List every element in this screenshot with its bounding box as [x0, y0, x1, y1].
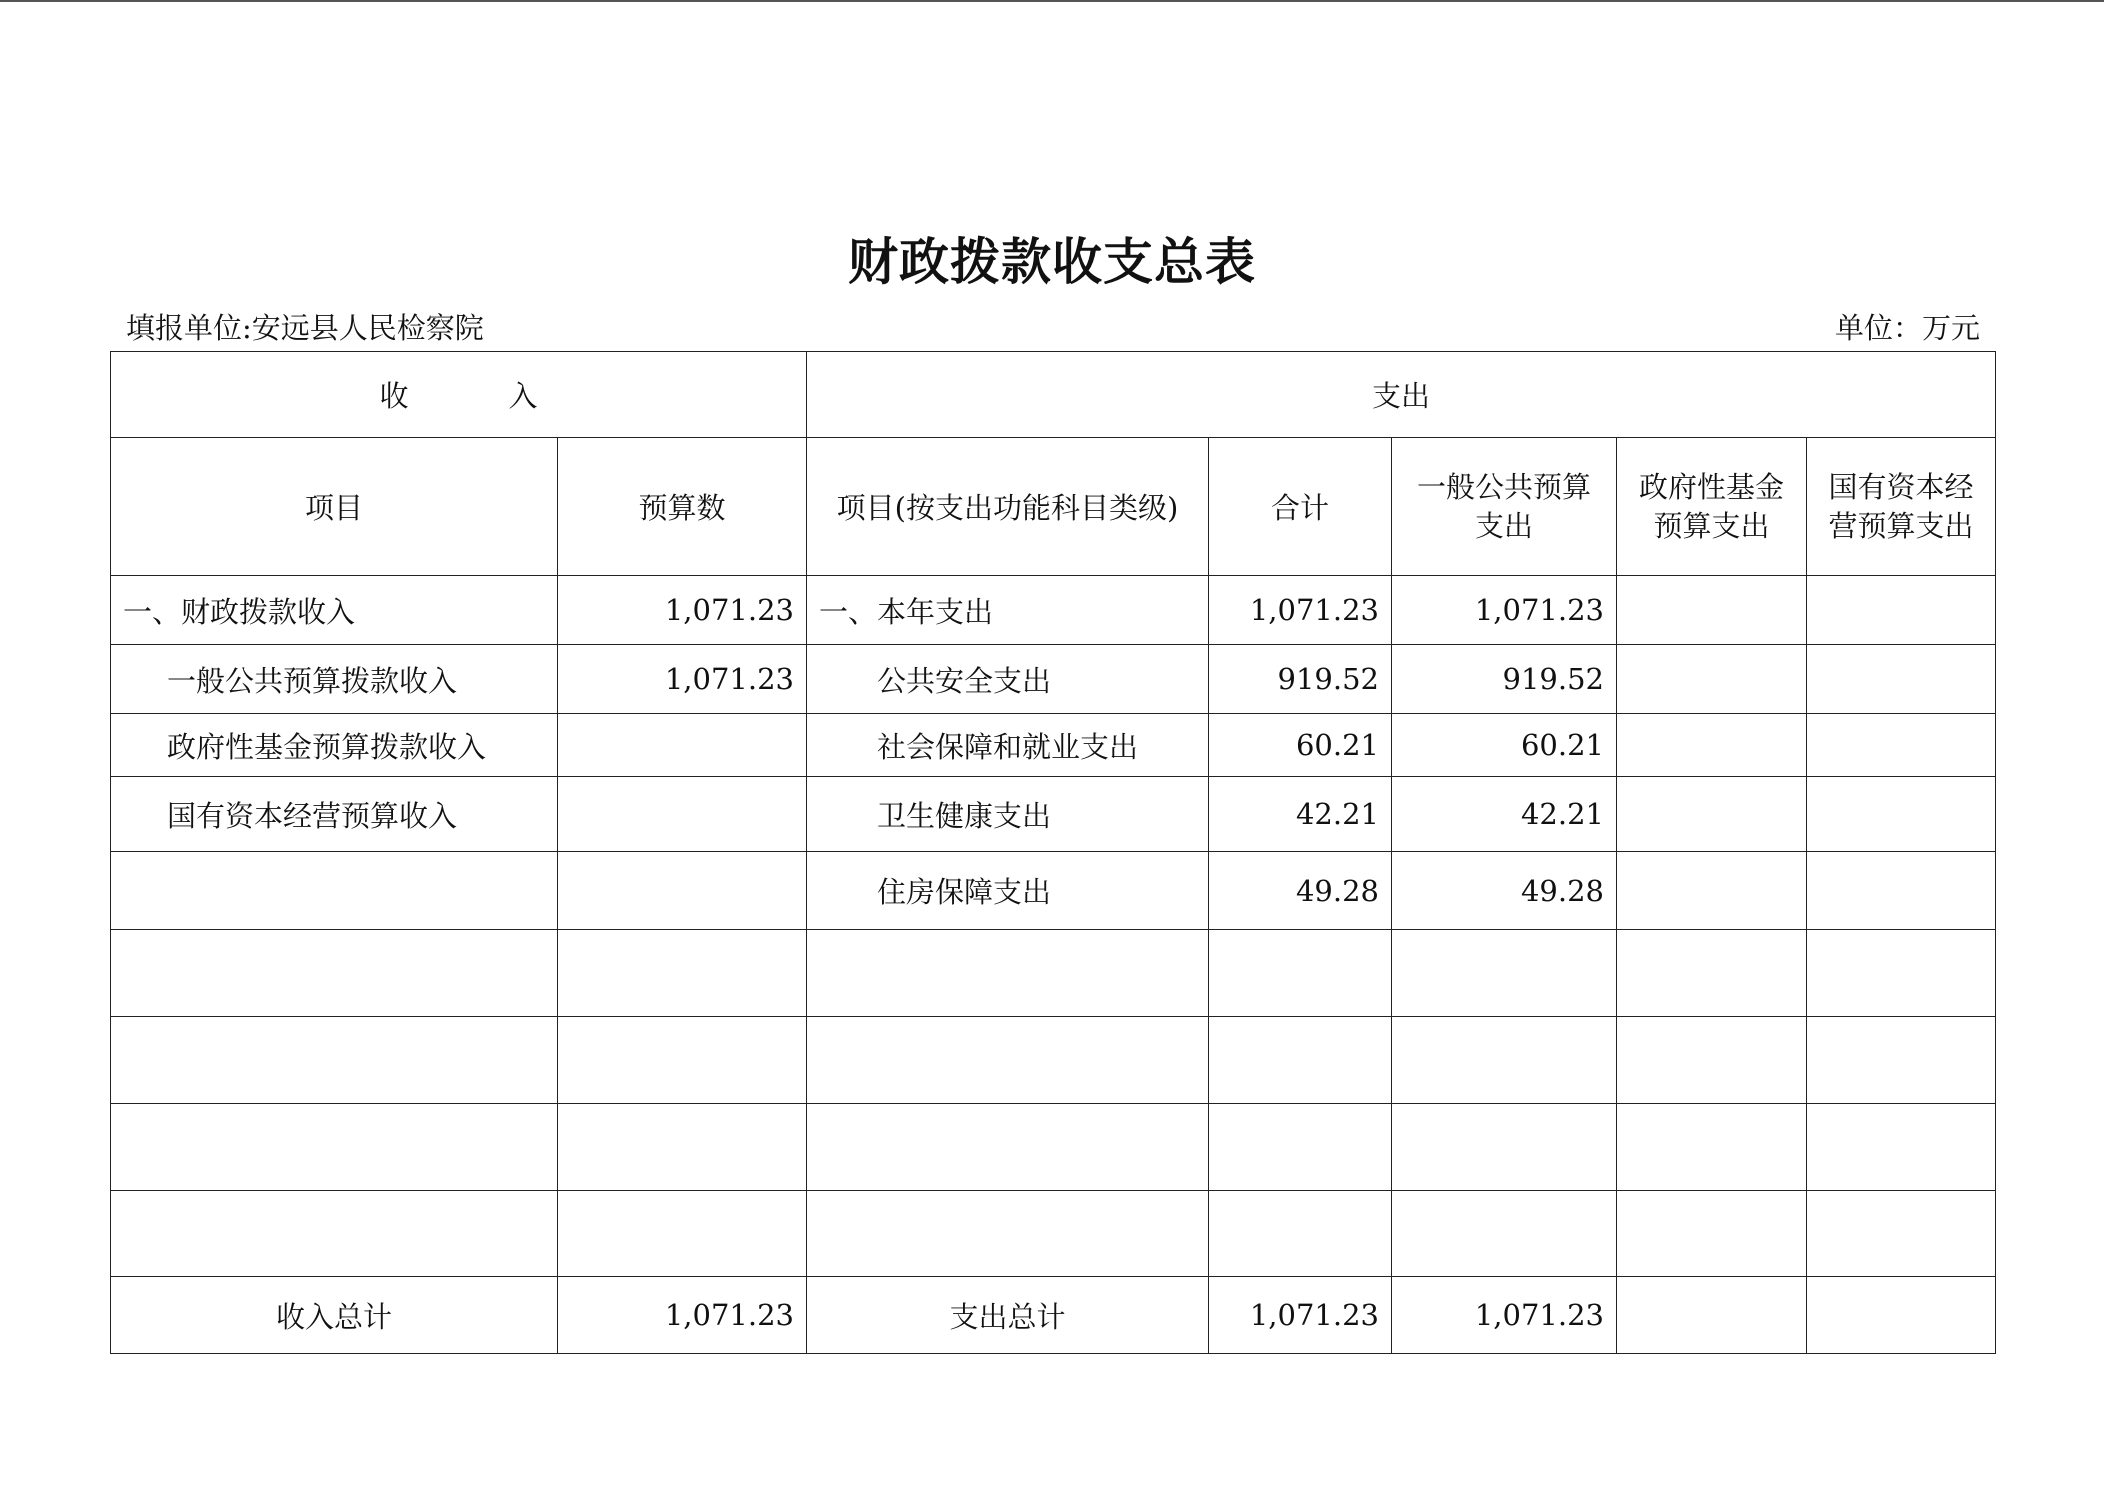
- expense-state-capital: [1807, 714, 1996, 777]
- column-header-row: [111, 438, 1996, 576]
- income-group-label-b: 入: [508, 379, 538, 413]
- currency-unit: 单位：万元: [1834, 311, 1980, 345]
- expense-item: 住房保障支出: [807, 852, 1209, 930]
- expense-item: 社会保障和就业支出: [807, 714, 1209, 777]
- expense-fund: [1617, 714, 1807, 777]
- budget-summary-table: [110, 351, 1996, 1354]
- expense-total-fund: [1617, 1277, 1807, 1354]
- income-value: [558, 777, 807, 852]
- income-item: 一、财政拨款收入: [111, 576, 558, 645]
- expense-total: 49.28: [1209, 852, 1392, 930]
- header-general-budget: 一般公共预算支出: [1392, 438, 1617, 576]
- income-value: [558, 714, 807, 777]
- header-income-budget: 预算数: [558, 438, 807, 576]
- expense-total-sum: 1,071.23: [1209, 1277, 1392, 1354]
- header-state-capital-budget: 国有资本经营预算支出: [1807, 438, 1996, 576]
- income-item: 政府性基金预算拨款收入: [111, 714, 558, 777]
- expense-fund: [1617, 852, 1807, 930]
- group-header-row: [111, 352, 1996, 438]
- income-total-value: 1,071.23: [558, 1277, 807, 1354]
- expense-general: 49.28: [1392, 852, 1617, 930]
- income-value: 1,071.23: [558, 576, 807, 645]
- table-row: [111, 645, 1996, 714]
- table-row: [111, 852, 1996, 930]
- header-income-item: 项目: [111, 438, 558, 576]
- expense-state-capital: [1807, 852, 1996, 930]
- table-row: [111, 576, 1996, 645]
- expense-fund: [1617, 645, 1807, 714]
- expense-item: 一、本年支出: [807, 576, 1209, 645]
- expense-total: 60.21: [1209, 714, 1392, 777]
- income-item: 一般公共预算拨款收入: [111, 645, 558, 714]
- expense-total: 1,071.23: [1209, 576, 1392, 645]
- income-item: [111, 852, 558, 930]
- empty-row: [111, 1104, 1996, 1191]
- expense-item: 卫生健康支出: [807, 777, 1209, 852]
- expense-general: 42.21: [1392, 777, 1617, 852]
- expense-fund: [1617, 576, 1807, 645]
- expense-general: 60.21: [1392, 714, 1617, 777]
- empty-row: [111, 930, 1996, 1017]
- reporting-unit: 填报单位:安远县人民检察院: [126, 311, 484, 345]
- income-group-header: [111, 352, 807, 438]
- expense-general: 919.52: [1392, 645, 1617, 714]
- header-expense-item: 项目(按支出功能科目类级): [807, 438, 1209, 576]
- income-value: 1,071.23: [558, 645, 807, 714]
- expense-state-capital: [1807, 645, 1996, 714]
- expense-total-label: 支出总计: [807, 1277, 1209, 1354]
- income-item: 国有资本经营预算收入: [111, 777, 558, 852]
- expense-total: 919.52: [1209, 645, 1392, 714]
- header-fund-budget: 政府性基金预算支出: [1617, 438, 1807, 576]
- top-border-line: [0, 0, 2104, 2]
- table-row: [111, 714, 1996, 777]
- expense-group-header: 支出: [807, 352, 1996, 438]
- table-row: [111, 777, 1996, 852]
- empty-row: [111, 1191, 1996, 1277]
- expense-general: 1,071.23: [1392, 576, 1617, 645]
- income-total-label: 收入总计: [111, 1277, 558, 1354]
- expense-total-general: 1,071.23: [1392, 1277, 1617, 1354]
- expense-total: 42.21: [1209, 777, 1392, 852]
- expense-fund: [1617, 777, 1807, 852]
- totals-row: [111, 1277, 1996, 1354]
- header-total: 合计: [1209, 438, 1392, 576]
- page-title: 财政拨款收支总表: [848, 233, 1256, 291]
- expense-state-capital: [1807, 576, 1996, 645]
- income-value: [558, 852, 807, 930]
- empty-row: [111, 1017, 1996, 1104]
- income-group-label-a: 收: [379, 379, 409, 413]
- expense-item: 公共安全支出: [807, 645, 1209, 714]
- expense-state-capital: [1807, 777, 1996, 852]
- expense-total-state-capital: [1807, 1277, 1996, 1354]
